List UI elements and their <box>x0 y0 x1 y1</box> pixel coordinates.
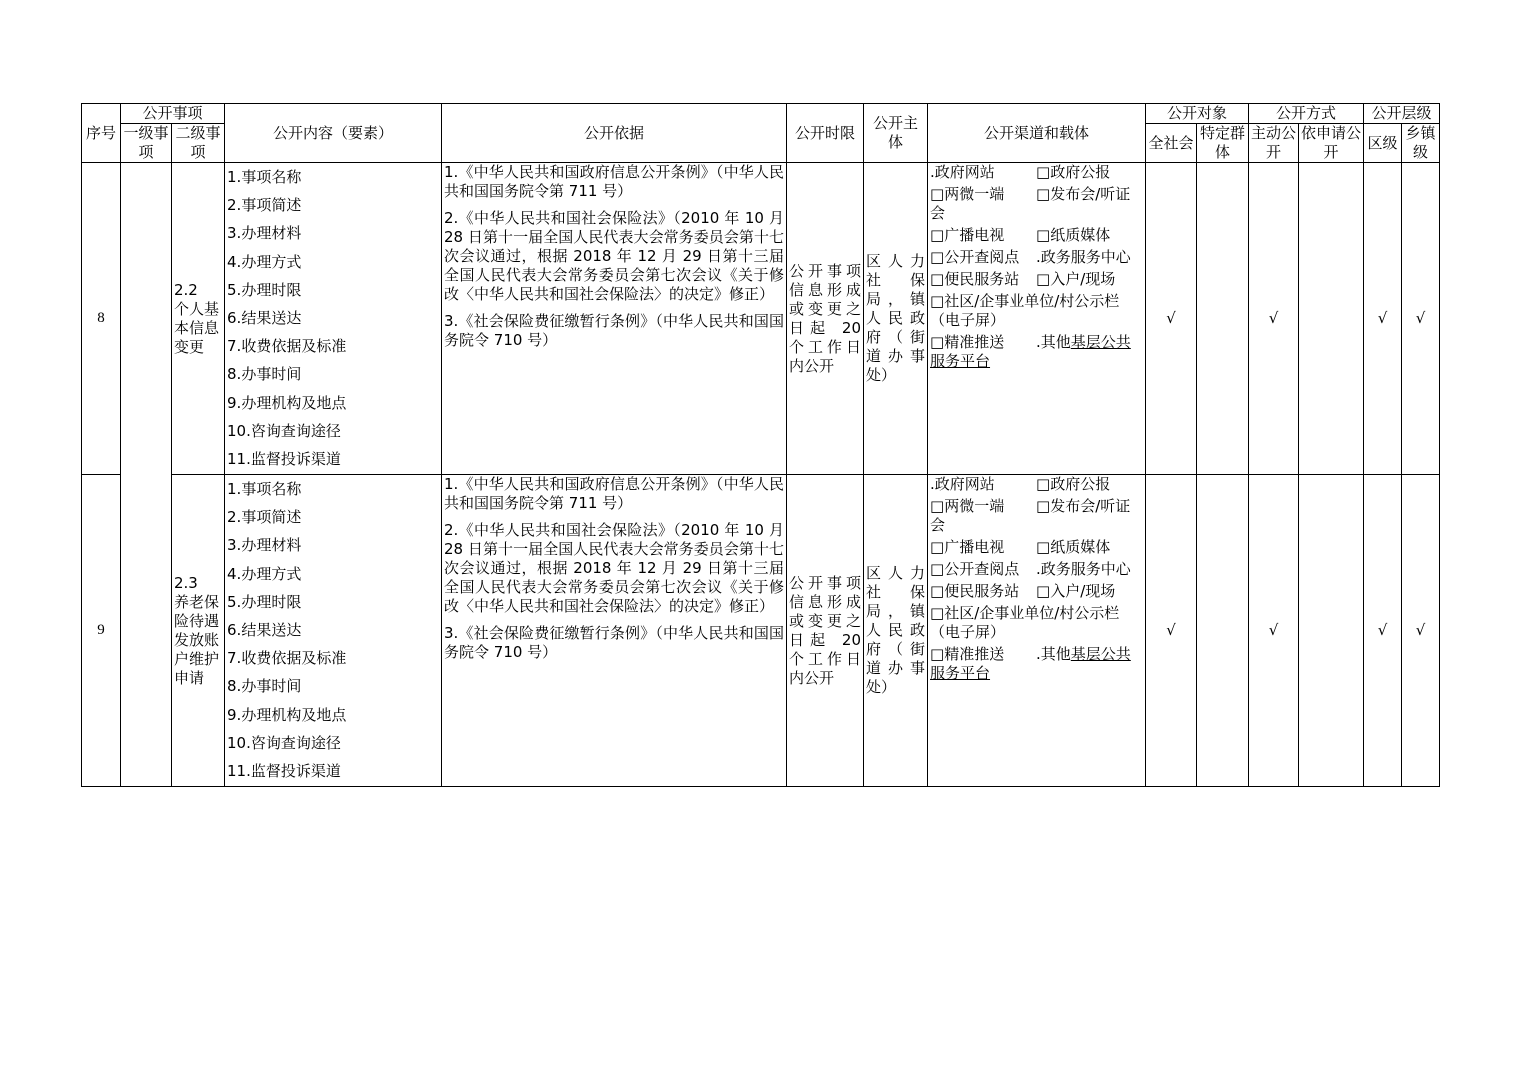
basis-item: 1.《中华人民共和国政府信息公开条例》（中华人民共和国国务院令第 711 号） <box>444 163 785 200</box>
row-subject: 区人力社保局，镇人民政府（街道办事处） <box>864 163 928 475</box>
channel-other-value: 基层公共服务平台 <box>930 645 1131 682</box>
channel-option: □公开查阅点 <box>930 560 1020 578</box>
channel-option: □发布会/听证会 <box>930 185 1131 222</box>
header-level2: 二级事项 <box>172 124 225 163</box>
header-item-group: 公开事项 <box>121 104 225 124</box>
content-item: 2.事项简述 <box>227 196 302 215</box>
channel-option: □社区/企事业单位/村公示栏（电子屏） <box>930 604 1120 641</box>
row-level2: 2.2 个人基本信息变更 <box>172 163 225 475</box>
row-deadline: 公开事项信息形成或变更之日起 20 个工作日内公开 <box>787 475 864 787</box>
row-basis <box>442 475 787 787</box>
header-subject: 公开主体 <box>864 104 928 163</box>
content-item: 6.结果送达 <box>227 309 302 328</box>
header-level-district: 区级 <box>1364 124 1402 163</box>
audience-specific-check <box>1197 475 1249 787</box>
channel-option: .其他 <box>1036 333 1071 351</box>
header-audience-group: 公开对象 <box>1146 104 1249 124</box>
row-seq: 8 <box>82 163 121 475</box>
header-seq: 序号 <box>82 104 121 163</box>
row-subject: 区人力社保局，镇人民政府（街道办事处） <box>864 475 928 787</box>
channel-option: .政务服务中心 <box>1036 560 1131 578</box>
channel-other-value: 基层公共服务平台 <box>930 333 1131 370</box>
table-row <box>82 163 1440 475</box>
row-deadline: 公开事项信息形成或变更之日起 20 个工作日内公开 <box>787 163 864 475</box>
channel-option: □政府公报 <box>1036 163 1111 181</box>
channel-option: □政府公报 <box>1036 475 1111 493</box>
content-item: 3.办理材料 <box>227 224 302 243</box>
content-item: 8.办事时间 <box>227 365 302 384</box>
row-basis <box>442 163 787 475</box>
content-item: 2.事项简述 <box>227 508 302 527</box>
row-contents <box>225 475 442 787</box>
content-item: 9.办理机构及地点 <box>227 705 347 724</box>
channel-option: □社区/企事业单位/村公示栏（电子屏） <box>930 292 1120 329</box>
content-item: 1.事项名称 <box>227 168 302 186</box>
header-basis: 公开依据 <box>442 104 787 163</box>
channel-option: .政府网站 <box>930 163 995 181</box>
channel-option: □入户/现场 <box>1036 270 1116 288</box>
content-item: 5.办理时限 <box>227 592 302 611</box>
header-deadline: 公开时限 <box>787 104 864 163</box>
channel-option: □纸质媒体 <box>1036 538 1111 556</box>
channel-option: □精准推送 <box>930 333 1005 351</box>
content-item: 4.办理方式 <box>227 564 302 583</box>
audience-all-check: √ <box>1146 163 1197 475</box>
content-item: 7.收费依据及标准 <box>227 337 347 356</box>
basis-item: 3.《社会保险费征缴暂行条例》（中华人民共和国国务院令 710 号） <box>444 312 785 349</box>
row-contents <box>225 163 442 475</box>
content-item: 7.收费依据及标准 <box>227 649 347 668</box>
level-town-check: √ <box>1402 163 1440 475</box>
disclosure-table <box>81 103 1440 787</box>
row-channels <box>928 163 1146 475</box>
content-item: 6.结果送达 <box>227 621 302 640</box>
channel-option: □便民服务站 <box>930 270 1020 288</box>
channel-option: .政务服务中心 <box>1036 248 1131 266</box>
mode-request-check <box>1299 163 1364 475</box>
header-level-group: 公开层级 <box>1364 104 1440 124</box>
mode-request-check <box>1299 475 1364 787</box>
audience-specific-check <box>1197 163 1249 475</box>
content-item: 10.咨询查询途径 <box>227 421 341 440</box>
channel-option: □广播电视 <box>930 538 1005 556</box>
header-audience-specific: 特定群体 <box>1197 124 1249 163</box>
header-mode-group: 公开方式 <box>1249 104 1364 124</box>
row-seq: 9 <box>82 475 121 787</box>
content-item: 9.办理机构及地点 <box>227 393 347 412</box>
basis-item: 1.《中华人民共和国政府信息公开条例》（中华人民共和国国务院令第 711 号） <box>444 475 785 512</box>
channel-option: □广播电视 <box>930 226 1005 244</box>
content-item: 5.办理时限 <box>227 280 302 299</box>
channel-option: □纸质媒体 <box>1036 226 1111 244</box>
header-mode-request: 依申请公开 <box>1299 124 1364 163</box>
header-content: 公开内容（要素） <box>225 104 442 163</box>
content-item: 1.事项名称 <box>227 480 302 498</box>
basis-item: 3.《社会保险费征缴暂行条例》（中华人民共和国国务院令 710 号） <box>444 624 785 661</box>
content-item: 4.办理方式 <box>227 252 302 271</box>
mode-active-check: √ <box>1249 475 1299 787</box>
row-level1 <box>121 163 172 787</box>
channel-option: □公开查阅点 <box>930 248 1020 266</box>
content-item: 3.办理材料 <box>227 536 302 555</box>
channel-option: □两微一端 <box>930 497 1005 515</box>
audience-all-check: √ <box>1146 475 1197 787</box>
header-mode-active: 主动公开 <box>1249 124 1299 163</box>
content-item: 11.监督投诉渠道 <box>227 450 341 469</box>
channel-option: .其他 <box>1036 645 1071 663</box>
level-district-check: √ <box>1364 163 1402 475</box>
channel-option: □精准推送 <box>930 645 1005 663</box>
header-level1: 一级事项 <box>121 124 172 163</box>
channel-option: □入户/现场 <box>1036 582 1116 600</box>
channel-option: .政府网站 <box>930 475 995 493</box>
header-channels: 公开渠道和载体 <box>928 104 1146 163</box>
header-audience-all: 全社会 <box>1146 124 1197 163</box>
content-item: 10.咨询查询途径 <box>227 733 341 752</box>
channel-option: □两微一端 <box>930 185 1005 203</box>
table-row <box>82 475 1440 787</box>
basis-item: 2.《中华人民共和国社会保险法》（2010 年 10 月 28 日第十一届全国人民代表大会常务委员会第十七次会议通过，根据 2018 年 12 月 29 日第十三届全国人民代表大会常务委员会第七次会议《关于修改〈中华人民共和国社会保险法〉的决定》修正） <box>444 209 785 303</box>
content-item: 8.办事时间 <box>227 677 302 696</box>
basis-item: 2.《中华人民共和国社会保险法》（2010 年 10 月 28 日第十一届全国人民代表大会常务委员会第十七次会议通过，根据 2018 年 12 月 29 日第十三届全国人民代表大会常务委员会第七次会议《关于修改〈中华人民共和国社会保险法〉的决定》修正） <box>444 521 785 615</box>
channel-option: □发布会/听证会 <box>930 497 1131 534</box>
row-channels <box>928 475 1146 787</box>
content-item: 11.监督投诉渠道 <box>227 762 341 781</box>
row-level2: 2.3 养老保险待遇发放账户维护申请 <box>172 475 225 787</box>
mode-active-check: √ <box>1249 163 1299 475</box>
level-district-check: √ <box>1364 475 1402 787</box>
level-town-check: √ <box>1402 475 1440 787</box>
channel-option: □便民服务站 <box>930 582 1020 600</box>
header-level-town: 乡镇级 <box>1402 124 1440 163</box>
